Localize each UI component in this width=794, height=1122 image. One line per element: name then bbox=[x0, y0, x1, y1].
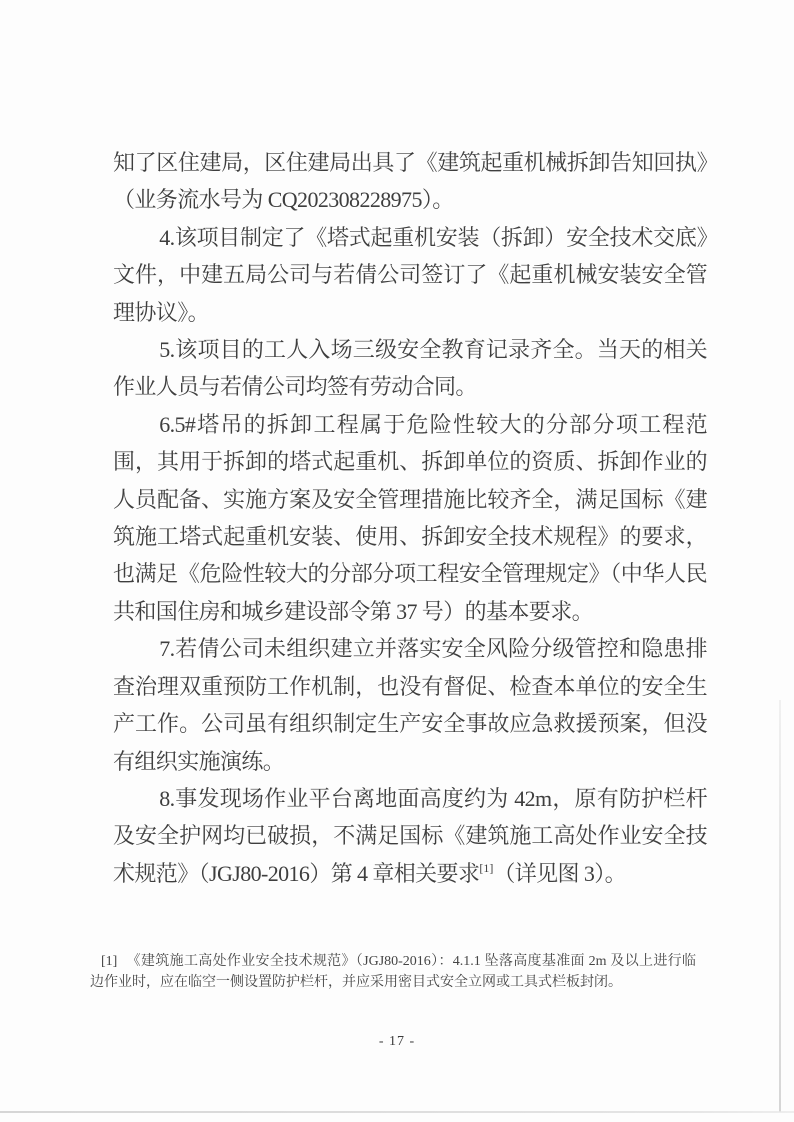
paragraph-item-4: 4.该项目制定了《塔式起重机安装（拆卸）安全技术交底》文件，中建五局公司与若倩公司签订了《起重机械安装安全管理协议》。 bbox=[113, 224, 707, 325]
footnote-reference-marker: [1] bbox=[479, 860, 494, 875]
footnote bbox=[90, 951, 696, 993]
paragraph-continuation: 知了区住建局，区住建局出具了《建筑起重机械拆卸告知回执》（业务流水号为 CQ202308228975）。 bbox=[113, 150, 707, 213]
paragraph-item-5: 5.该项目的工人入场三级安全教育记录齐全。当天的相关作业人员与若倩公司均签有劳动合同。 bbox=[113, 337, 707, 400]
paragraph-item-8-text-after: （详见图 3）。 bbox=[493, 860, 627, 886]
paragraph-item-6: 6.5#塔吊的拆卸工程属于危险性较大的分部分项工程范围，其用于拆卸的塔式起重机、拆卸单位的资质、拆卸作业的人员配备、实施方案及安全管理措施比较齐全，满足国标《建筑施工塔式起重机安装、使用、拆卸安全技术规程》的要求，也满足《危险性较大的分部分项工程安全管理规定》（中华人民共和国住房和城乡建设部令第 37 号）的基本要求。 bbox=[113, 411, 707, 624]
paragraph-item-7: 7.若倩公司未组织建立并落实安全风险分级管控和隐患排查治理双重预防工作机制，也没有督促、检查本单位的安全生产工作。公司虽有组织制定生产安全事故应急救援预案，但没有组织实施演练。 bbox=[113, 636, 707, 774]
paragraph-item-8-text: 8.事发现场作业平台离地面高度约为 42m，原有防护栏杆及安全护网均已破损，不满足国标《建筑施工高处作业安全技术规范》（JGJ80-2016）第 4 章相关要求 bbox=[113, 785, 707, 886]
scan-edge-bottom bbox=[0, 1111, 794, 1113]
document-body bbox=[113, 144, 707, 892]
scan-edge-right bbox=[779, 700, 781, 1112]
page-number: - 17 - bbox=[378, 1034, 416, 1049]
paragraph-item-8 bbox=[113, 780, 707, 892]
footnote-text: 《建筑施工高处作业安全技术规范》（JGJ80-2016）：4.1.1 坠落高度基准面 2m 及以上进行临边作业时，应在临空一侧设置防护栏杆，并应采用密目式安全立网或工具式栏板封闭。 bbox=[90, 954, 696, 990]
footnote-marker: [1] bbox=[101, 954, 118, 969]
